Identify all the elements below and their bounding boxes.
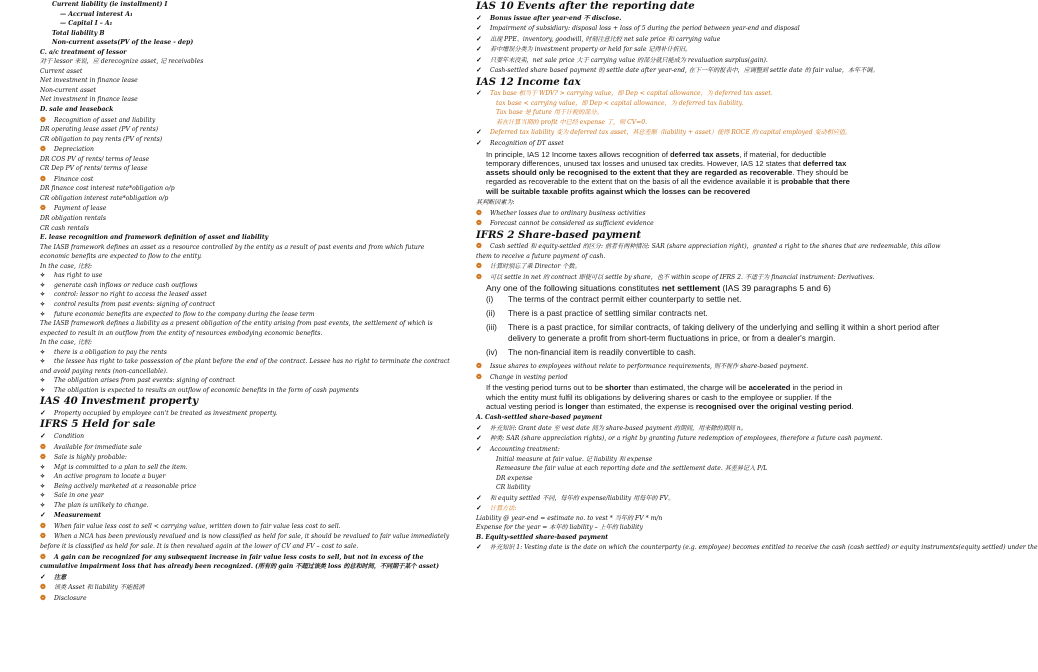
- text-line: [476, 44, 946, 55]
- text-line: [40, 105, 455, 115]
- quoted-line: which the entity must fulfil its obligations by delivering shares or cash to the employee or supplier. If the: [486, 392, 832, 402]
- diamond-bullet-icon: ✧: [40, 377, 46, 385]
- line-text: DR expense: [496, 474, 533, 482]
- text-line: [476, 464, 946, 474]
- text-line: [476, 127, 946, 138]
- text-line: [40, 281, 455, 291]
- check-icon: ✓: [476, 433, 482, 443]
- flower-bullet-icon: ❁: [40, 452, 46, 462]
- check-icon: ✓: [476, 44, 482, 54]
- text-line: [40, 0, 455, 10]
- check-icon: ✓: [476, 54, 482, 64]
- line-text: Bonus issue after year-end 不 disclose.: [490, 14, 622, 22]
- line-text: CR cash rentals: [40, 224, 89, 232]
- line-text: Impairment of subsidiary: disposal loss + loss of 5 during the period between year-end and disposal: [490, 25, 800, 33]
- text-line: [476, 55, 946, 66]
- line-text: 可以 settle in net 的 contract 即使可以 settle by share，也不 within scope of IFRS 2. 不适于为 financial instrument: Derivatives.: [490, 273, 875, 281]
- line-text: Recognition of asset and liability: [54, 116, 156, 124]
- check-icon: ✓: [476, 503, 482, 513]
- line-text: D. sale and leaseback: [40, 106, 114, 114]
- line-text: DR operating lease asset (PV of rents): [40, 126, 159, 134]
- text-line: [476, 65, 946, 76]
- line-text: 补充知识 1: Vesting date is the date on which the counterparty (e.g. employee) becomes entitled to receive the cash (cash settled) or equity instruments(equity settled) under the: [490, 544, 1038, 552]
- flower-bullet-icon: ❁: [476, 371, 482, 381]
- text-line: [40, 442, 455, 453]
- line-text: Net investment in finance lease: [40, 77, 138, 85]
- quoted-text-block: [476, 149, 946, 198]
- text-line: [476, 138, 946, 149]
- text-line: [476, 261, 946, 272]
- text-line: [40, 452, 455, 463]
- flower-bullet-icon: ❁: [40, 520, 46, 530]
- text-line: [40, 386, 455, 396]
- line-text: 该类 Asset 和 liability 不能抵消: [54, 584, 145, 592]
- section-heading: IAS 12 Income tax: [476, 75, 581, 88]
- item-number: (ii): [486, 309, 496, 319]
- line-text: 补充知识: Grant date 至 vest date 间为 share-based payment 的期间，用来除的期间 n。: [490, 424, 747, 432]
- item-number: (iii): [486, 323, 497, 333]
- text-line: [40, 48, 455, 58]
- check-icon: ✓: [476, 23, 482, 33]
- line-text: 注意: [54, 573, 67, 581]
- text-line: [40, 224, 455, 234]
- line-text: 其判断因素为:: [476, 199, 515, 207]
- text-line: [476, 533, 946, 543]
- net-settlement-item: [476, 322, 946, 344]
- line-text: Issue shares to employees without relate to performance requirements, 则不视作 share-based payment.: [490, 363, 809, 371]
- section-heading: IAS 10 Events after the reporting date: [476, 0, 695, 12]
- line-text: generate cash inflows or reduce cash outflows: [54, 281, 198, 289]
- flower-bullet-icon: ❁: [476, 261, 482, 271]
- diamond-bullet-icon: ✧: [40, 501, 46, 509]
- text-line: [40, 482, 455, 492]
- flower-bullet-icon: ❁: [40, 551, 46, 561]
- item-number: (iv): [486, 348, 498, 358]
- line-text: Depreciation: [54, 146, 94, 154]
- text-line: [40, 357, 455, 376]
- text-line: [476, 218, 946, 229]
- text-line: [476, 503, 946, 514]
- line-text: Initial measure at fair value. 记 liability 和 expense: [496, 455, 653, 463]
- quoted-line: regarded as recoverable to the extent that on the basis of all the evidence available it is probable that there: [486, 177, 850, 187]
- line-text: Net investment in finance lease: [40, 96, 138, 104]
- diamond-bullet-icon: ✧: [40, 348, 46, 356]
- flower-bullet-icon: ❁: [40, 582, 46, 592]
- text-line: [40, 214, 455, 224]
- line-text: A gain can be recognized for any subsequent increase in fair value less costs to sell, but not in excess of the cumulative impairment loss that has already been recognized. (所有的 gain 不超过该类 loss 的总和时间，不同期于某个 asset): [40, 553, 440, 571]
- check-icon: ✓: [476, 422, 482, 432]
- text-line: [476, 13, 946, 24]
- line-text: Property occupied by employee can't be treated as investment property.: [54, 409, 278, 417]
- net-settlement-heading: Any one of the following situations constitutes net settlement (IAS 39 paragraphs 5 and 6): [486, 283, 831, 294]
- text-line: [476, 423, 946, 434]
- text-line: [40, 10, 455, 20]
- text-line: [476, 523, 946, 533]
- line-text: Finance cost: [54, 175, 94, 183]
- section-heading: IFRS 2 Share-based payment: [476, 228, 642, 241]
- flower-bullet-icon: ❁: [476, 361, 482, 371]
- net-settlement-item: [476, 347, 946, 358]
- item-text: The terms of the contract permit either counterparty to settle net.: [508, 295, 742, 305]
- line-text: DR finance cost interest rate*obligation o/p: [40, 185, 175, 193]
- line-text: CR Dep PV of rents/ terms of lease: [40, 165, 148, 173]
- line-text: The obligation arises from past events: signing of contract: [54, 377, 235, 385]
- line-text: tax base < carrying value，即 Dep < capital allowance，为 deferred tax liability.: [496, 99, 744, 107]
- line-text: Accounting treatment:: [490, 446, 560, 453]
- line-text: 若中增误分类为 investment property or held for sale 记得补计折旧。: [490, 46, 692, 54]
- text-line: [40, 243, 455, 262]
- flower-bullet-icon: ❁: [40, 203, 46, 213]
- text-line: [40, 300, 455, 310]
- line-text: Recognition of DT asset: [490, 140, 564, 148]
- quoted-line: temporary differences, unused tax losses and unused tax credits. However, IAS 12 states that deferred tax: [486, 158, 847, 168]
- line-text: future economic benefits are expected to flow to the company during the lease term: [54, 310, 315, 318]
- text-line: [40, 164, 455, 174]
- text-line: [40, 593, 455, 604]
- flower-bullet-icon: ❁: [40, 441, 46, 451]
- text-line: [476, 474, 946, 484]
- item-number: (i): [486, 295, 494, 305]
- check-icon: ✓: [476, 65, 482, 75]
- net-settlement-item: [476, 294, 946, 305]
- text-line: [40, 572, 455, 583]
- diamond-bullet-icon: ✧: [40, 492, 46, 500]
- line-text: Payment of lease: [54, 205, 107, 213]
- line-text: An active program to locate a buyer: [54, 473, 166, 481]
- text-line: [476, 272, 946, 283]
- line-text: Total liability B: [52, 29, 105, 37]
- text-line: [40, 174, 455, 185]
- check-icon: ✓: [476, 33, 482, 43]
- line-text: DR obligation rentals: [40, 215, 106, 223]
- line-text: DR COS PV of rents/ terms of lease: [40, 155, 150, 163]
- line-text: control: lessor no right to access the leased asset: [54, 291, 207, 299]
- text-line: [40, 57, 455, 67]
- quoted-line: In principle, IAS 12 Income taxes allows recognition of deferred tax assets, if material, for deductible: [486, 149, 827, 159]
- text-line: [40, 38, 455, 48]
- line-text: The IASB framework defines a liability as a present obligation of the entity arising from past events, the settlement of which is expected to result in an outflow from the entity of resources embodying economic benefits.: [40, 320, 433, 337]
- line-text: Expense for the year = 本年的 liability – 上年的 liability: [476, 524, 643, 532]
- line-text: E. lease recognition and framework definition of asset and liability: [40, 234, 269, 242]
- line-text: the lessee has right to take possession of the plant before the end of the contract. Lessee has no right to terminate the contract and avoid paying rents (non-cancellable).: [40, 358, 450, 375]
- flower-bullet-icon: ❁: [40, 173, 46, 183]
- check-icon: ✓: [476, 138, 482, 148]
- text-line: [40, 95, 455, 105]
- item-text: The non-financial item is readily convertible to cash.: [508, 348, 696, 358]
- text-line: [40, 144, 455, 155]
- line-text: Cash-settled share based payment 的 settle date after year-end, 在下一年的报表中，应调整到 settle date 的 fair value，本年不调。: [490, 67, 879, 75]
- text-line: [476, 542, 1038, 553]
- text-line: [40, 501, 455, 511]
- line-text: Mgt is committed to a plan to sell the item.: [54, 463, 188, 471]
- text-line: [40, 582, 455, 593]
- text-line: [40, 19, 455, 29]
- line-text: 出现 PPE、inventory, goodwill, 时刻注意比较 net sale price 和 carrying value: [490, 35, 721, 43]
- check-icon: ✓: [40, 430, 46, 440]
- flower-bullet-icon: ❁: [476, 218, 482, 228]
- line-text: Being actively marketed at a reasonable price: [54, 482, 197, 490]
- line-text: CR liability: [496, 484, 531, 492]
- text-line: [40, 271, 455, 281]
- line-text: 种类: SAR (share appreciation rights), or a right by granting future redemption of employees, therefore a future cash payment.: [490, 435, 883, 443]
- text-line: [40, 521, 455, 532]
- text-line: [40, 431, 455, 442]
- check-icon: ✓: [476, 88, 482, 98]
- check-icon: ✓: [476, 542, 482, 552]
- line-text: 对于 lessor 来说，应 derecognize asset, 记 receivables: [40, 58, 204, 66]
- text-line: [476, 34, 946, 45]
- text-line: [40, 135, 455, 145]
- text-line: [476, 198, 946, 208]
- text-line: [40, 233, 455, 243]
- text-line: [40, 338, 455, 348]
- text-line: [40, 319, 455, 338]
- text-line: [476, 108, 946, 118]
- diamond-bullet-icon: ✧: [40, 281, 46, 289]
- text-line: [40, 262, 455, 272]
- text-line: [40, 463, 455, 473]
- net-settlement-item: [476, 308, 946, 319]
- text-line: [476, 413, 946, 423]
- flower-bullet-icon: ❁: [476, 271, 482, 281]
- line-text: Tax base 相当于 WDV? > carrying value，即 Dep < capital allowance，为 deferred tax asset.: [490, 90, 773, 98]
- line-text: Non-current assets(PV of the lease - dep): [52, 39, 194, 47]
- text-line: [40, 76, 455, 86]
- diamond-bullet-icon: ✧: [40, 291, 46, 299]
- text-line: [40, 408, 455, 419]
- quoted-line: actual vesting period is longer than estimated, the expense is recognised over the original vesting period.: [486, 402, 854, 412]
- line-text: The plan is unlikely to change.: [54, 501, 149, 509]
- line-text: Current asset: [40, 67, 83, 75]
- flower-bullet-icon: ❁: [476, 241, 482, 251]
- line-text: The IASB framework defines an asset as a resource controlled by the entity as a result of past events and from which future economic benefits are expected to flow to the entity.: [40, 243, 425, 261]
- text-line: [476, 493, 946, 504]
- line-text: Whether losses due to ordinary business activities: [490, 209, 646, 217]
- text-line: [40, 184, 455, 194]
- line-text: When fair value less cost to sell < carrying value, written down to fair value less cost to sell.: [54, 522, 341, 530]
- flower-bullet-icon: ❁: [40, 144, 46, 154]
- check-icon: ✓: [40, 510, 46, 520]
- text-line: [476, 88, 946, 99]
- text-line: [40, 125, 455, 135]
- line-text: 和 equity settled 不同，每年的 expense/liability 用每年的 FV。: [490, 494, 675, 502]
- line-text: Tax base 是 future 用于计税的部分。: [496, 109, 603, 117]
- line-text: When a NCA has been previously revalued and is now classified as held for sale, it should be revalued to fair value immediately before it is classified as held for sale. It is then revalued again at the lower of CV and FV – cost to sale.: [40, 533, 450, 550]
- text-line: [40, 531, 455, 551]
- text-line: [40, 290, 455, 300]
- line-text: CR obligation interest rate*obligation o/p: [40, 194, 169, 202]
- text-line: [40, 29, 455, 39]
- flower-bullet-icon: ❁: [40, 531, 46, 541]
- diamond-bullet-icon: ✧: [40, 272, 46, 280]
- line-text: — Capital I – A₁: [60, 20, 113, 28]
- line-text: Deferred tax liability 变为 deferred tax asset，其总差额（liability + asset）使得 ROCE 的 capital employed 变动相应值。: [490, 129, 852, 137]
- line-text: Measurement: [54, 512, 102, 520]
- line-text: there is a obligation to pay the rents: [54, 348, 167, 356]
- line-text: Forecast cannot be considered as sufficient evidence: [490, 220, 654, 228]
- line-text: Current liability (ie installment) I: [52, 1, 168, 8]
- line-text: Sale in one year: [54, 492, 104, 500]
- flower-bullet-icon: ❁: [476, 207, 482, 217]
- text-line: [40, 491, 455, 501]
- text-line: [40, 310, 455, 320]
- check-icon: ✓: [476, 12, 482, 22]
- text-line: [476, 23, 946, 34]
- line-text: Cash settled 和 equity-settled 的区分: 前者有两种情况: SAR (share appreciation right)，granted a right to the shares that are redeemable, this allow them to receive a future payment of cash.: [476, 243, 941, 260]
- text-line: [476, 483, 946, 493]
- text-line: [476, 444, 946, 455]
- diamond-bullet-icon: ✧: [40, 482, 46, 490]
- section-heading: IFRS 5 Held for sale: [40, 418, 156, 431]
- text-line: [40, 115, 455, 126]
- text-line: [476, 241, 946, 261]
- text-line: [40, 86, 455, 96]
- line-text: C. a/c treatment of lessor: [40, 48, 127, 56]
- line-text: In the case, 比较:: [40, 262, 93, 270]
- text-line: [476, 514, 946, 524]
- line-text: The obligation is expected to results an outflow of economic benefits in the form of cash payments: [54, 386, 359, 394]
- quoted-line: If the vesting period turns out to be shorter than estimated, the charge will be accelerated in the period in: [486, 383, 843, 393]
- text-line: [476, 433, 946, 444]
- diamond-bullet-icon: ✧: [40, 358, 46, 366]
- text-line: [40, 552, 455, 572]
- line-text: 若在计算当期的 profit 中已经 expense 了，则 CV=0.: [496, 118, 648, 126]
- quoted-text-block: [476, 382, 946, 413]
- check-icon: ✓: [40, 571, 46, 581]
- line-text: 计算时别忘了乘 Director 个数。: [490, 263, 581, 271]
- text-line: [40, 203, 455, 214]
- diamond-bullet-icon: ✧: [40, 473, 46, 481]
- check-icon: ✓: [476, 444, 482, 453]
- section-heading: IAS 40 Investment property: [40, 395, 199, 408]
- text-line: [40, 376, 455, 386]
- line-text: Liability @ year-end = estimate no. to vest * 当年的 FV * m/n: [476, 514, 663, 522]
- text-line: [476, 372, 946, 383]
- diamond-bullet-icon: ✧: [40, 386, 46, 394]
- line-text: has right to use: [54, 272, 103, 280]
- line-text: Change in vesting period: [490, 373, 568, 381]
- check-icon: ✓: [476, 492, 482, 502]
- text-line: [40, 67, 455, 77]
- line-text: Non-current asset: [40, 86, 97, 94]
- diamond-bullet-icon: ✧: [40, 310, 46, 318]
- text-line: [476, 208, 946, 219]
- left-column: [40, 0, 455, 603]
- text-line: [476, 455, 946, 465]
- line-text: 计算方法:: [490, 505, 517, 513]
- line-text: 只要年末没卖，net sale price 大于 carrying value 的部分就只能成为 revaluation surplus(gain).: [490, 56, 768, 64]
- line-text: — Accrual interest A₁: [60, 10, 133, 18]
- text-line: [40, 348, 455, 358]
- item-text: There is a past practice, for similar contracts, of taking delivery of the underlying and selling it within a short period after delivery to generate a profit from short-term fluctuations in price, or from a dealer's margin.: [508, 323, 940, 344]
- line-text: A. Cash-settled share-based payment: [476, 414, 603, 422]
- check-icon: ✓: [476, 127, 482, 137]
- check-icon: ✓: [40, 407, 46, 417]
- line-text: Available for immediate sale: [54, 443, 142, 451]
- flower-bullet-icon: ❁: [40, 114, 46, 124]
- line-text: B. Equity-settled share-based payment: [476, 533, 609, 541]
- line-text: In the case, 比较:: [40, 339, 93, 347]
- text-line: [40, 155, 455, 165]
- text-line: [40, 472, 455, 482]
- flower-bullet-icon: ❁: [40, 592, 46, 602]
- text-line: [476, 99, 946, 109]
- right-column: [476, 0, 1038, 553]
- text-line: [476, 361, 946, 372]
- line-text: control results from past events: signing of contract: [54, 300, 216, 308]
- line-text: Remeasure the fair value at each reporting date and the settlement date. 其差异记入 P/L: [496, 465, 768, 473]
- line-text: Condition: [54, 432, 85, 440]
- text-line: [40, 510, 455, 521]
- line-text: CR obligation to pay rents (PV of rents): [40, 135, 163, 143]
- line-text: Disclosure: [54, 594, 87, 602]
- text-line: [476, 118, 946, 128]
- item-text: There is a past practice of settling similar contracts net.: [508, 309, 708, 319]
- line-text: Sale is highly probable:: [54, 454, 127, 462]
- diamond-bullet-icon: ✧: [40, 463, 46, 471]
- quoted-line: will be suitable taxable profits against which the losses can be recovered: [486, 186, 751, 196]
- diamond-bullet-icon: ✧: [40, 300, 46, 308]
- quoted-line: assets should only be recognised to the extent that they are regarded as recoverable. They should be: [486, 168, 849, 178]
- text-line: [40, 194, 455, 204]
